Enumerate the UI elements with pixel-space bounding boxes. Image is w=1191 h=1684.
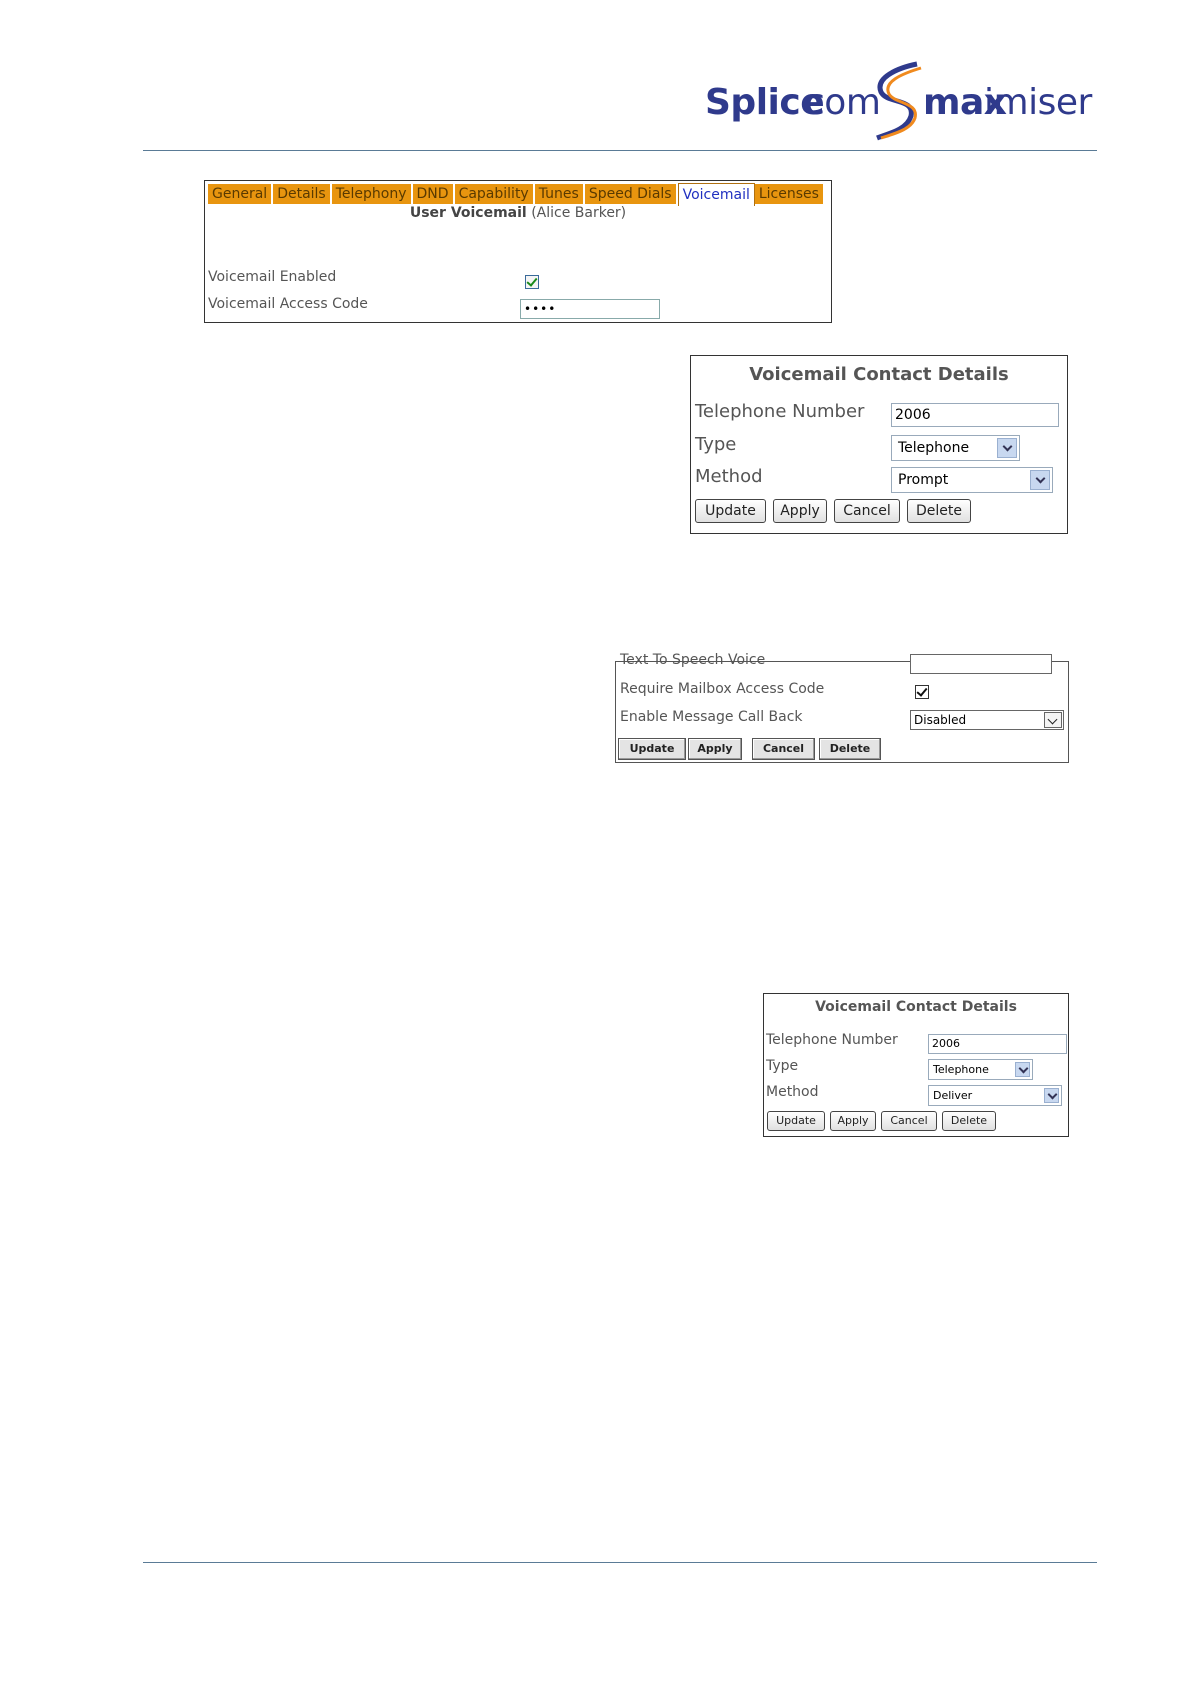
page-title <box>205 205 831 221</box>
voicemail-enabled-label: Voicemail Enabled <box>208 269 337 285</box>
delete-button[interactable]: Delete <box>907 499 971 523</box>
method-select[interactable] <box>891 467 1053 493</box>
callback-select-value: Disabled <box>914 713 967 727</box>
tab-general[interactable]: General <box>208 184 273 204</box>
method-select-value: Deliver <box>933 1089 973 1102</box>
header-divider <box>143 150 1097 151</box>
type-select[interactable] <box>928 1059 1033 1080</box>
type-label: Type <box>695 434 737 455</box>
tab-tunes[interactable]: Tunes <box>535 184 585 204</box>
page-title-user: (Alice Barker) <box>531 205 627 221</box>
chevron-down-icon <box>1015 1062 1030 1077</box>
chevron-down-icon <box>1030 470 1050 490</box>
chevron-down-icon <box>997 438 1017 458</box>
footer-divider <box>143 1562 1097 1563</box>
logo-text-max: max <box>923 82 1007 123</box>
voicemail-enabled-checkbox[interactable] <box>525 275 539 289</box>
apply-button[interactable]: Apply <box>773 499 827 523</box>
tab-bar <box>208 184 825 204</box>
update-button[interactable]: Update <box>618 738 686 760</box>
apply-button[interactable]: Apply <box>688 738 742 760</box>
tab-details[interactable]: Details <box>273 184 332 204</box>
voicemail-contact-details-panel-prompt <box>690 355 1068 534</box>
text-to-speech-voice-label: Text To Speech Voice <box>620 652 766 668</box>
text-to-speech-voice-input[interactable] <box>910 654 1052 674</box>
chevron-down-icon <box>1044 1088 1059 1103</box>
cancel-button[interactable]: Cancel <box>752 738 815 760</box>
method-select-value: Prompt <box>898 472 949 488</box>
logo-text-splice: Splice <box>705 82 825 123</box>
tab-telephony[interactable]: Telephony <box>332 184 413 204</box>
telephone-number-label: Telephone Number <box>766 1032 898 1048</box>
telephone-number-label: Telephone Number <box>695 401 865 422</box>
voicemail-access-code-input[interactable]: •••• <box>520 299 660 319</box>
type-select[interactable] <box>891 435 1020 461</box>
voicemail-contact-details-panel-deliver <box>763 993 1069 1137</box>
cancel-button[interactable]: Cancel <box>834 499 900 523</box>
require-mailbox-access-code-checkbox[interactable] <box>915 685 929 699</box>
mailbox-options-panel <box>615 652 1069 763</box>
cancel-button[interactable]: Cancel <box>881 1111 937 1131</box>
voicemail-access-code-label: Voicemail Access Code <box>208 296 368 312</box>
user-voicemail-panel <box>204 180 832 323</box>
enable-message-call-back-label: Enable Message Call Back <box>620 709 803 725</box>
logo-text-com: com <box>805 82 881 123</box>
chevron-down-icon <box>1044 712 1062 728</box>
panel-title: Voicemail Contact Details <box>749 364 1009 385</box>
type-label: Type <box>766 1058 799 1074</box>
method-select[interactable] <box>928 1085 1062 1106</box>
logo-swoosh-icon <box>867 60 929 140</box>
delete-button[interactable]: Delete <box>819 738 881 760</box>
tab-capability[interactable]: Capability <box>455 184 535 204</box>
telephone-number-input[interactable]: 2006 <box>891 403 1059 427</box>
tab-dnd[interactable]: DND <box>413 184 455 204</box>
telephone-number-input[interactable]: 2006 <box>928 1034 1067 1054</box>
method-label: Method <box>766 1084 819 1100</box>
splicecom-maximiser-logo <box>705 60 1100 140</box>
type-select-value: Telephone <box>933 1063 989 1076</box>
page-title-main: User Voicemail <box>409 205 527 221</box>
panel-title: Voicemail Contact Details <box>815 999 1017 1015</box>
type-select-value: Telephone <box>898 440 970 456</box>
tab-voicemail[interactable]: Voicemail <box>678 183 755 206</box>
update-button[interactable]: Update <box>767 1111 825 1131</box>
require-mailbox-access-code-label: Require Mailbox Access Code <box>620 681 825 697</box>
enable-message-call-back-select[interactable] <box>910 710 1064 730</box>
logo-text-imiser: imiser <box>984 82 1092 123</box>
tab-speed-dials[interactable]: Speed Dials <box>585 184 678 204</box>
tab-licenses[interactable]: Licenses <box>755 184 825 204</box>
update-button[interactable]: Update <box>695 499 766 523</box>
method-label: Method <box>695 466 763 487</box>
delete-button[interactable]: Delete <box>942 1111 996 1131</box>
apply-button[interactable]: Apply <box>830 1111 876 1131</box>
